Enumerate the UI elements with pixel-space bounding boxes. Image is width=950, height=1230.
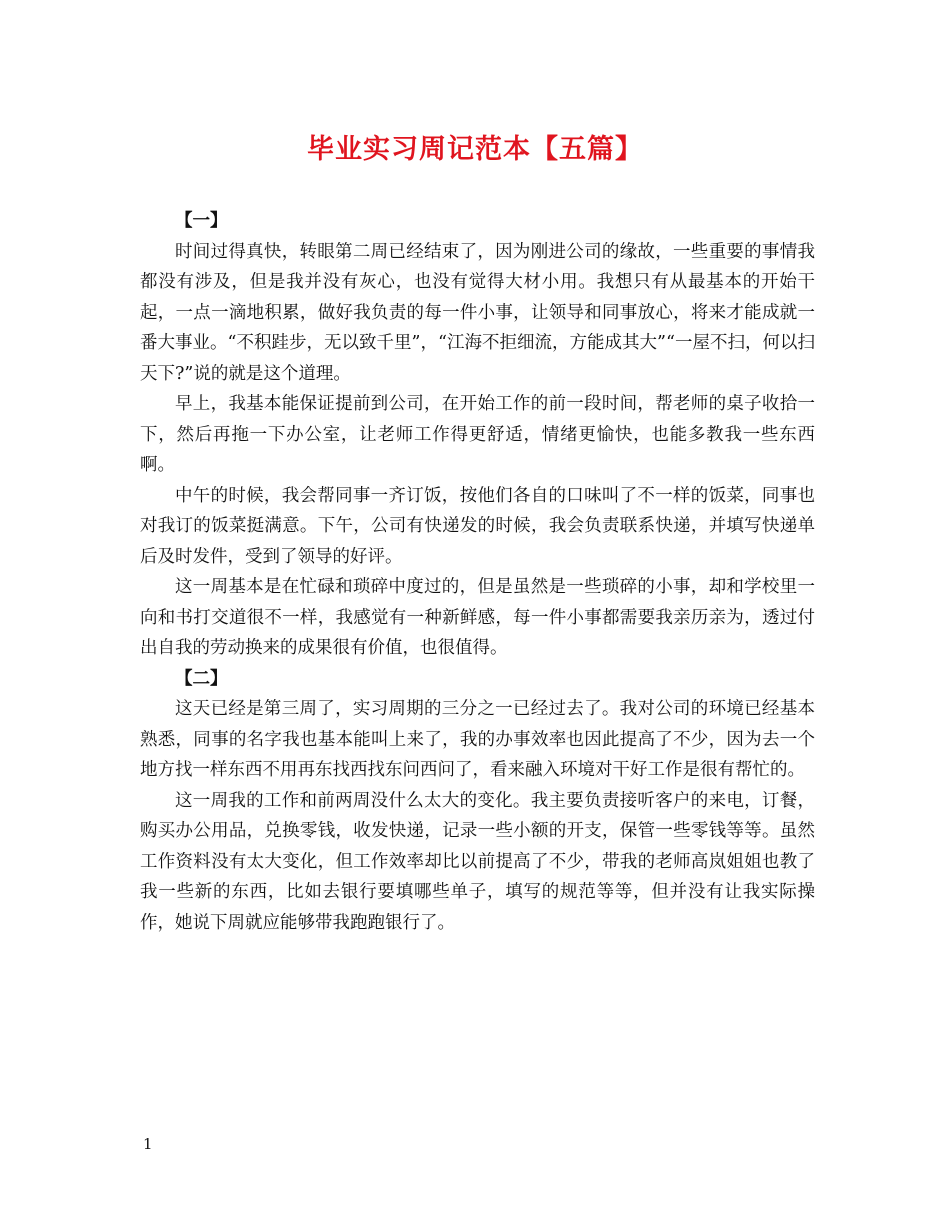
- paragraph: 早上，我基本能保证提前到公司，在开始工作的前一段时间，帮老师的桌子收拾一下，然后再拖一下办公室，让老师工作得更舒适，情绪更愉快，也能多教我一些东西啊。: [140, 394, 815, 475]
- paragraph: 这一周基本是在忙碌和琐碎中度过的，但是虽然是一些琐碎的小事，却和学校里一向和书打交道很不一样，我感觉有一种新鲜感，每一件小事都需要我亲历亲为，透过付出自我的劳动换来的成果很有价值，也很值得。: [140, 577, 815, 658]
- paragraph: 中午的时候，我会帮同事一齐订饭，按他们各自的口味叫了不一样的饭菜，同事也对我订的饭菜挺满意。下午，公司有快递发的时候，我会负责联系快递，并填写快递单后及时发件，受到了领导的好评。: [140, 485, 815, 567]
- section-heading: 【一】: [175, 211, 228, 231]
- document-body: [140, 206, 815, 938]
- page-number: 1: [143, 1135, 153, 1153]
- section-2: [140, 664, 815, 939]
- section-1: [140, 206, 815, 664]
- section-heading: 【二】: [175, 668, 228, 689]
- paragraph: 这一周我的工作和前两周没什么太大的变化。我主要负责接听客户的来电，订餐，购买办公用品，兑换零钱，收发快递，记录一些小额的开支，保管一些零钱等等。虽然工作资料没有太大变化，但工作效率却比以前提高了不少，带我的老师高岚姐姐也教了我一些新的东西，比如去银行要填哪些单子，填写的规范等等，但并没有让我实际操作，她说下周就应能够带我跑跑银行了。: [140, 790, 815, 933]
- paragraph: 时间过得真快，转眼第二周已经结束了，因为刚进公司的缘故，一些重要的事情我都没有涉及，但是我并没有灰心，也没有觉得大材小用。我想只有从最基本的开始干起，一点一滴地积累，做好我负责的每一件小事，让领导和同事放心，将来才能成就一番大事业。“不积跬步，无以致千里”，“江海不拒细流，方能成其大”“一屋不扫，何以扫天下?”说的就是这个道理。: [140, 241, 815, 384]
- paragraph: 这天已经是第三周了，实习周期的三分之一已经过去了。我对公司的环境已经基本熟悉，同事的名字我也基本能叫上来了，我的办事效率也因此提高了不少，因为去一个地方找一样东西不用再东找西找东问西问了，看来融入环境对干好工作是很有帮忙的。: [140, 699, 815, 780]
- document-title: 毕业实习周记范本【五篇】: [307, 134, 643, 165]
